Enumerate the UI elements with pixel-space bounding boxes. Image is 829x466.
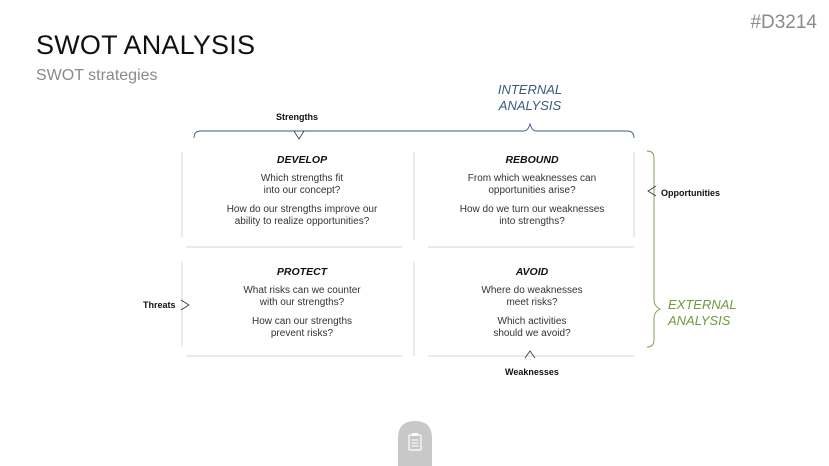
quadrant-question: Which activities should we avoid? [493,315,571,339]
quadrant-protect [187,266,417,347]
slide-code: #D3214 [750,12,817,33]
threats-label: Threats [143,300,176,310]
internal-analysis-label: INTERNAL ANALYSIS [497,82,563,113]
quadrant-heading: PROTECT [276,266,328,278]
quadrant-question: Where do weaknesses meet risks? [481,284,583,308]
opportunities-arrow-icon [648,186,656,196]
quadrant-heading: DEVELOP [276,154,328,166]
weaknesses-arrow-icon [525,351,535,358]
strengths-label: Strengths [276,112,319,122]
quadrant-question: How do our strengths improve our ability to realize opportunities? [226,203,378,227]
external-brace [647,151,660,347]
page-title: SWOT ANALYSIS [36,30,256,60]
weaknesses-label: Weaknesses [505,367,559,377]
internal-brace [194,124,634,138]
quadrant-avoid [417,266,647,347]
external-analysis-label: EXTERNAL ANALYSIS [668,297,737,328]
quadrant-heading: REBOUND [505,154,559,166]
opportunities-label: Opportunities [661,188,720,198]
quadrant-heading: AVOID [515,266,549,278]
quadrant-question: Which strengths fit into our concept? [260,172,344,196]
quadrant-question: How can our strengths prevent risks? [251,315,353,339]
quadrant-question: What risks can we counter with our strengths? [243,284,361,308]
clipboard-icon[interactable] [398,421,432,466]
quadrant-question: How do we turn our weaknesses into strengths? [459,203,605,227]
quadrant-rebound [417,154,647,235]
page-subtitle: SWOT strategies [36,67,158,84]
quadrant-question: From which weaknesses can opportunities arise? [467,172,597,196]
quadrant-develop [187,154,417,235]
strengths-arrow-icon [294,131,304,139]
